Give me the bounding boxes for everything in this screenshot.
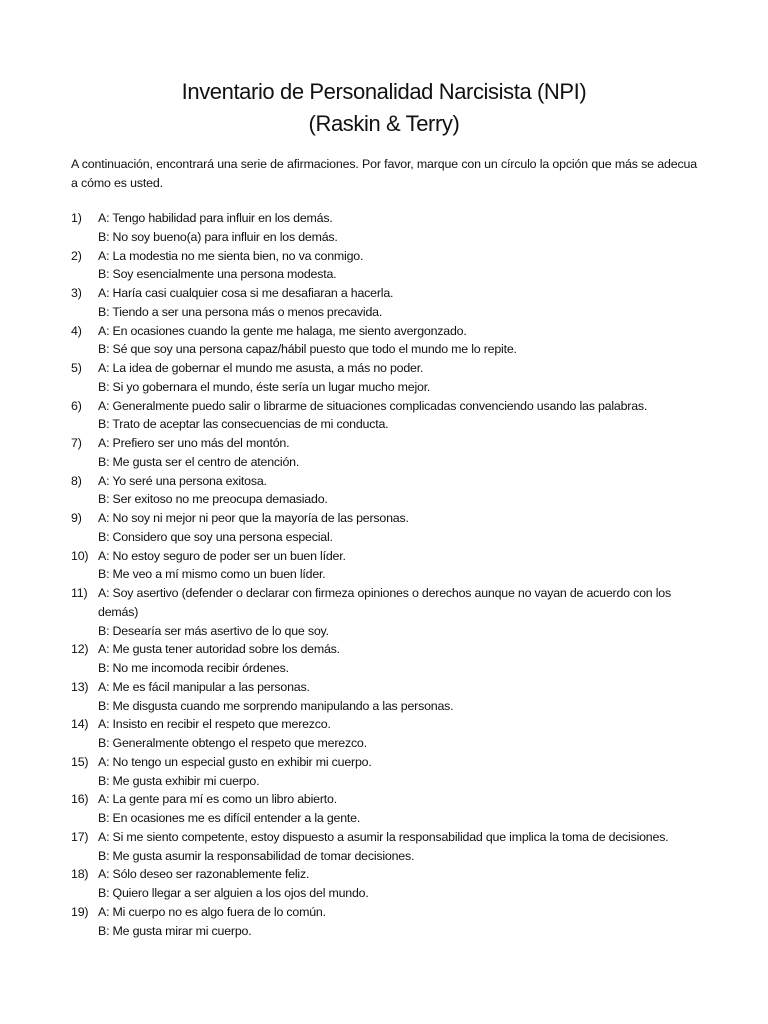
- option-b[interactable]: B: Tiendo a ser una persona más o menos precavida.: [98, 304, 383, 319]
- option-b[interactable]: B: No soy bueno(a) para influir en los demás.: [98, 229, 338, 244]
- question-item: [71, 509, 701, 547]
- option-b[interactable]: B: Sé que soy una persona capaz/hábil puesto que todo el mundo me lo repite.: [98, 342, 517, 357]
- question-item: [71, 715, 701, 753]
- question-options: [98, 903, 701, 941]
- question-options: [98, 434, 701, 472]
- question-options: [98, 790, 701, 828]
- option-b[interactable]: B: Me gusta ser el centro de atención.: [98, 454, 300, 469]
- option-b[interactable]: B: Soy esencialmente una persona modesta.: [98, 267, 337, 282]
- question-options: [98, 322, 701, 360]
- question-number: 18): [71, 867, 89, 882]
- option-a[interactable]: A: No estoy seguro de poder ser un buen líder.: [98, 548, 346, 563]
- question-number: 16): [71, 792, 89, 807]
- question-item: [71, 753, 701, 791]
- question-number: 11): [71, 586, 88, 600]
- question-number: 8): [71, 473, 82, 488]
- option-a[interactable]: A: Prefiero ser uno más del montón.: [98, 436, 290, 450]
- option-b[interactable]: B: Ser exitoso no me preocupa demasiado.: [98, 492, 328, 507]
- question-options: [98, 753, 701, 791]
- option-b[interactable]: B: Me gusta mirar mi cuerpo.: [98, 923, 252, 938]
- question-item: [71, 472, 701, 510]
- option-a[interactable]: A: Haría casi cualquier cosa si me desafiaran a hacerla.: [98, 286, 394, 300]
- option-a[interactable]: A: Insisto en recibir el respeto que merezco.: [98, 717, 331, 732]
- option-b[interactable]: B: En ocasiones me es difícil entender a la gente.: [98, 811, 361, 825]
- question-number: 7): [71, 436, 82, 450]
- option-a[interactable]: A: Si me siento competente, estoy dispuesto a asumir la responsabilidad que implica la toma de decisiones.: [98, 829, 669, 844]
- question-options: [98, 865, 701, 903]
- option-a[interactable]: A: En ocasiones cuando la gente me halaga, me siento avergonzado.: [98, 323, 467, 338]
- question-options: [98, 584, 701, 640]
- option-a[interactable]: A: Tengo habilidad para influir en los demás.: [98, 211, 333, 225]
- question-options: [98, 715, 701, 753]
- question-number: 2): [71, 248, 82, 263]
- option-b[interactable]: B: Desearía ser más asertivo de lo que soy.: [98, 623, 329, 638]
- question-number: 9): [71, 511, 82, 525]
- question-list: [71, 209, 701, 940]
- question-options: [98, 397, 701, 435]
- question-options: [98, 509, 701, 547]
- question-options: [98, 247, 701, 285]
- question-options: [98, 209, 701, 247]
- question-item: [71, 284, 701, 322]
- question-number: 6): [71, 398, 82, 413]
- question-number: 5): [71, 361, 82, 375]
- question-item: [71, 640, 701, 678]
- option-b[interactable]: B: Me veo a mí mismo como un buen líder.: [98, 567, 326, 582]
- option-a[interactable]: A: La modestia no me sienta bien, no va conmigo.: [98, 248, 364, 263]
- option-a[interactable]: A: Yo seré una persona exitosa.: [98, 473, 267, 488]
- option-b[interactable]: B: Quiero llegar a ser alguien a los ojos del mundo.: [98, 886, 369, 900]
- question-number: 4): [71, 323, 82, 338]
- question-item: [71, 584, 701, 640]
- question-number: 13): [71, 679, 89, 694]
- question-options: [98, 828, 701, 866]
- option-a-continuation: demás): [98, 604, 139, 619]
- question-item: [71, 397, 701, 435]
- question-item: [71, 209, 701, 247]
- question-options: [98, 284, 701, 322]
- question-item: [71, 903, 701, 941]
- question-item: [71, 434, 701, 472]
- option-b[interactable]: B: Considero que soy una persona especial.: [98, 529, 333, 544]
- question-options: [98, 359, 701, 397]
- question-number: 14): [71, 717, 89, 732]
- question-number: 19): [71, 904, 89, 919]
- option-a[interactable]: A: Soy asertivo (defender o declarar con firmeza opiniones o derechos aunque no vayan de acuerdo con los: [98, 586, 671, 600]
- option-a[interactable]: A: No tengo un especial gusto en exhibir mi cuerpo.: [98, 754, 372, 769]
- option-b[interactable]: B: Generalmente obtengo el respeto que merezco.: [98, 736, 367, 750]
- instructions-paragraph: A continuación, encontrará una serie de afirmaciones. Por favor, marque con un círculo la opción que más se adecua a cómo es usted.: [71, 157, 697, 190]
- option-b[interactable]: B: Me gusta asumir la responsabilidad de tomar decisiones.: [98, 848, 415, 863]
- question-options: [98, 678, 701, 716]
- page-title: Inventario de Personalidad Narcisista (NPI): [181, 79, 587, 104]
- question-item: [71, 359, 701, 397]
- question-number: 12): [71, 642, 89, 657]
- question-item: [71, 865, 701, 903]
- option-b[interactable]: B: No me incomoda recibir órdenes.: [98, 661, 289, 675]
- option-a[interactable]: A: Generalmente puedo salir o librarme de situaciones complicadas convenciendo usando las palabras.: [98, 398, 648, 413]
- question-item: [71, 678, 701, 716]
- option-b[interactable]: B: Me disgusta cuando me sorprendo manipulando a las personas.: [98, 698, 454, 713]
- question-options: [98, 640, 701, 678]
- question-number: 1): [71, 211, 82, 225]
- option-b[interactable]: B: Me gusta exhibir mi cuerpo.: [98, 773, 260, 788]
- option-a[interactable]: A: La gente para mí es como un libro abierto.: [98, 792, 337, 807]
- option-a[interactable]: A: Sólo deseo ser razonablemente feliz.: [98, 867, 310, 882]
- question-item: [71, 247, 701, 285]
- question-number: 3): [71, 286, 82, 300]
- question-item: [71, 790, 701, 828]
- option-b[interactable]: B: Trato de aceptar las consecuencias de mi conducta.: [98, 417, 389, 432]
- option-a[interactable]: A: Me es fácil manipular a las personas.: [98, 679, 310, 694]
- question-options: [98, 472, 701, 510]
- question-number: 10): [71, 548, 89, 563]
- question-number: 15): [71, 754, 89, 769]
- question-options: [98, 547, 701, 585]
- option-a[interactable]: A: La idea de gobernar el mundo me asusta, a más no poder.: [98, 361, 424, 375]
- page-subtitle: (Raskin & Terry): [308, 111, 460, 136]
- question-item: [71, 322, 701, 360]
- option-a[interactable]: A: No soy ni mejor ni peor que la mayoría de las personas.: [98, 511, 409, 525]
- question-item: [71, 828, 701, 866]
- question-number: 17): [71, 829, 89, 844]
- option-a[interactable]: A: Mi cuerpo no es algo fuera de lo común.: [98, 904, 326, 919]
- question-item: [71, 547, 701, 585]
- option-b[interactable]: B: Si yo gobernara el mundo, éste sería un lugar mucho mejor.: [98, 379, 431, 394]
- option-a[interactable]: A: Me gusta tener autoridad sobre los demás.: [98, 642, 340, 657]
